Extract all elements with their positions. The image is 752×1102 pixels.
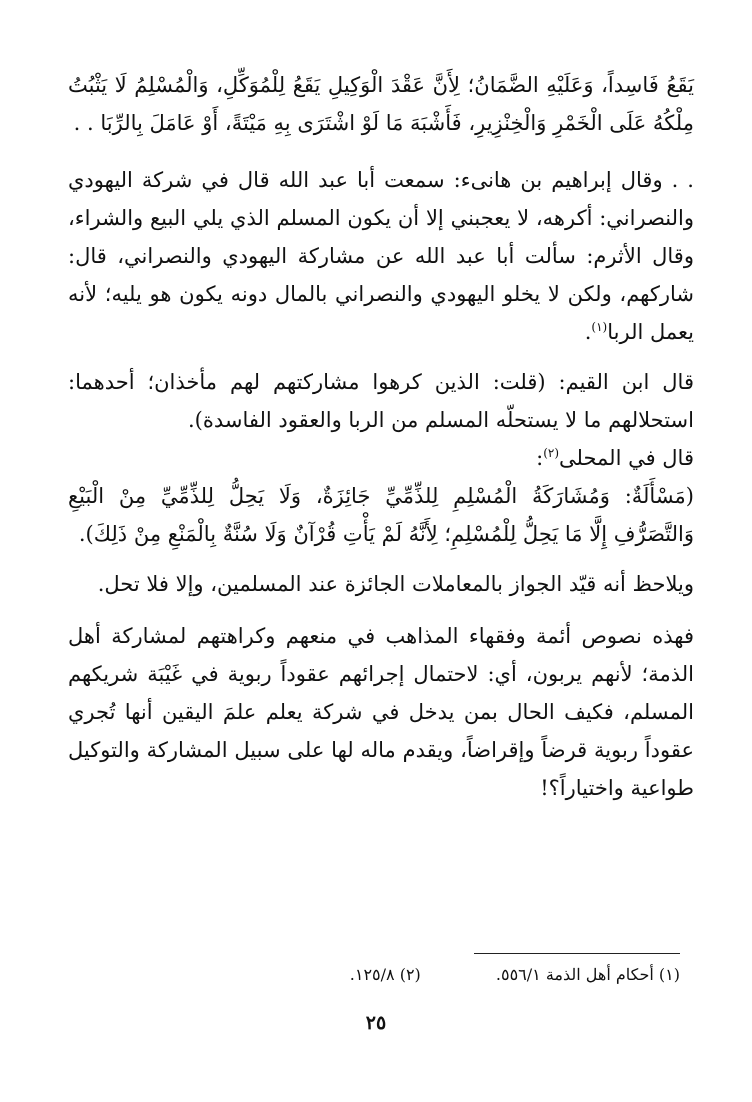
paragraph-4 (68, 439, 694, 477)
paragraph-2-end: . (584, 320, 592, 344)
paragraph-4-text: قال في المحلى (559, 446, 694, 470)
paragraph-3: قال ابن القيم: (قلت: الذين كرهوا مشاركتهم لهم مأخذان؛ أحدهما: استحلالهم ما لا يستحلّه المسلم من الربا والعقود الفاسدة). (68, 370, 694, 432)
footnote-ref-2: (٢) (543, 446, 560, 460)
paragraph-5-quote: (مَسْأَلَةٌ: وَمُشَارَكَةُ الْمُسْلِمِ لِلذِّمِّيِّ جَائِزَةٌ، وَلَا يَحِلُّ لِلذِّمِّيِّ مِنْ الْبَيْعِ وَالتَّصَرُّفِ إِلَّا مَا يَحِلُّ لِلْمُسْلِمِ؛ لِأَنَّهُ لَمْ يَأْتِ قُرْآنٌ وَلَا سُنَّةٌ بِالْمَنْعِ مِنْ ذَلِكَ). (68, 484, 694, 546)
page-body (68, 66, 694, 807)
paragraph-6: ويلاحظ أنه قيّد الجواز بالمعاملات الجائزة عند المسلمين، وإلا فلا تحل. (97, 572, 694, 596)
paragraph-7: فهذه نصوص أئمة وفقهاء المذاهب في منعهم وكراهتهم لمشاركة أهل الذمة؛ لأنهم يربون، أي: لاحتمال إجرائهم عقوداً ربوية في غَيْبَة شريكهم المسلم، فكيف الحال بمن يدخل في شركة يعلم علمَ اليقين أنها تُجري عقوداً ربوية قرضاً وإقراضاً، ويقدم ماله لها على سبيل المشاركة والتوكيل طواعية واختياراً؟! (68, 624, 694, 800)
footnote-divider (474, 953, 680, 954)
paragraph-2 (68, 161, 694, 351)
footnote-2: (٢) ١٢٥/٨. (349, 965, 421, 984)
paragraph-4-end: : (536, 446, 544, 470)
page-number: ٢٥ (365, 1012, 387, 1034)
footnotes (80, 962, 680, 988)
footnote-1: (١) أحكام أهل الذمة ٥٥٦/١. (495, 965, 680, 984)
footnote-ref-1: (١) (591, 320, 608, 334)
paragraph-2-text: . . وقال إبراهيم بن هانىء: سمعت أبا عبد الله قال في شركة اليهودي والنصراني: أكرهه، لا يعجبني إلا أن يكون المسلم الذي يلي البيع والشراء، وقال الأثرم: سألت أبا عبد الله عن مشاركة اليهودي والنصراني، قال: شاركهم، ولكن لا يخلو اليهودي والنصراني بالمال دونه يكون هو يليه؛ لأنه يعمل الربا (68, 168, 694, 344)
paragraph-1: يَقَعُ فَاسِداً، وَعَلَيْهِ الضَّمَانُ؛ لِأَنَّ عَقْدَ الْوَكِيلِ يَقَعُ لِلْمُوَكِّلِ، وَالْمُسْلِمُ لَا يَثْبُتُ مِلْكُهُ عَلَى الْخَمْرِ وَالْخِنْزِيرِ، فَأَشْبَهَ مَا لَوْ اشْتَرَى بِهِ مَيْتَةً، أَوْ عَامَلَ بِالرِّبَا . . (68, 73, 694, 135)
